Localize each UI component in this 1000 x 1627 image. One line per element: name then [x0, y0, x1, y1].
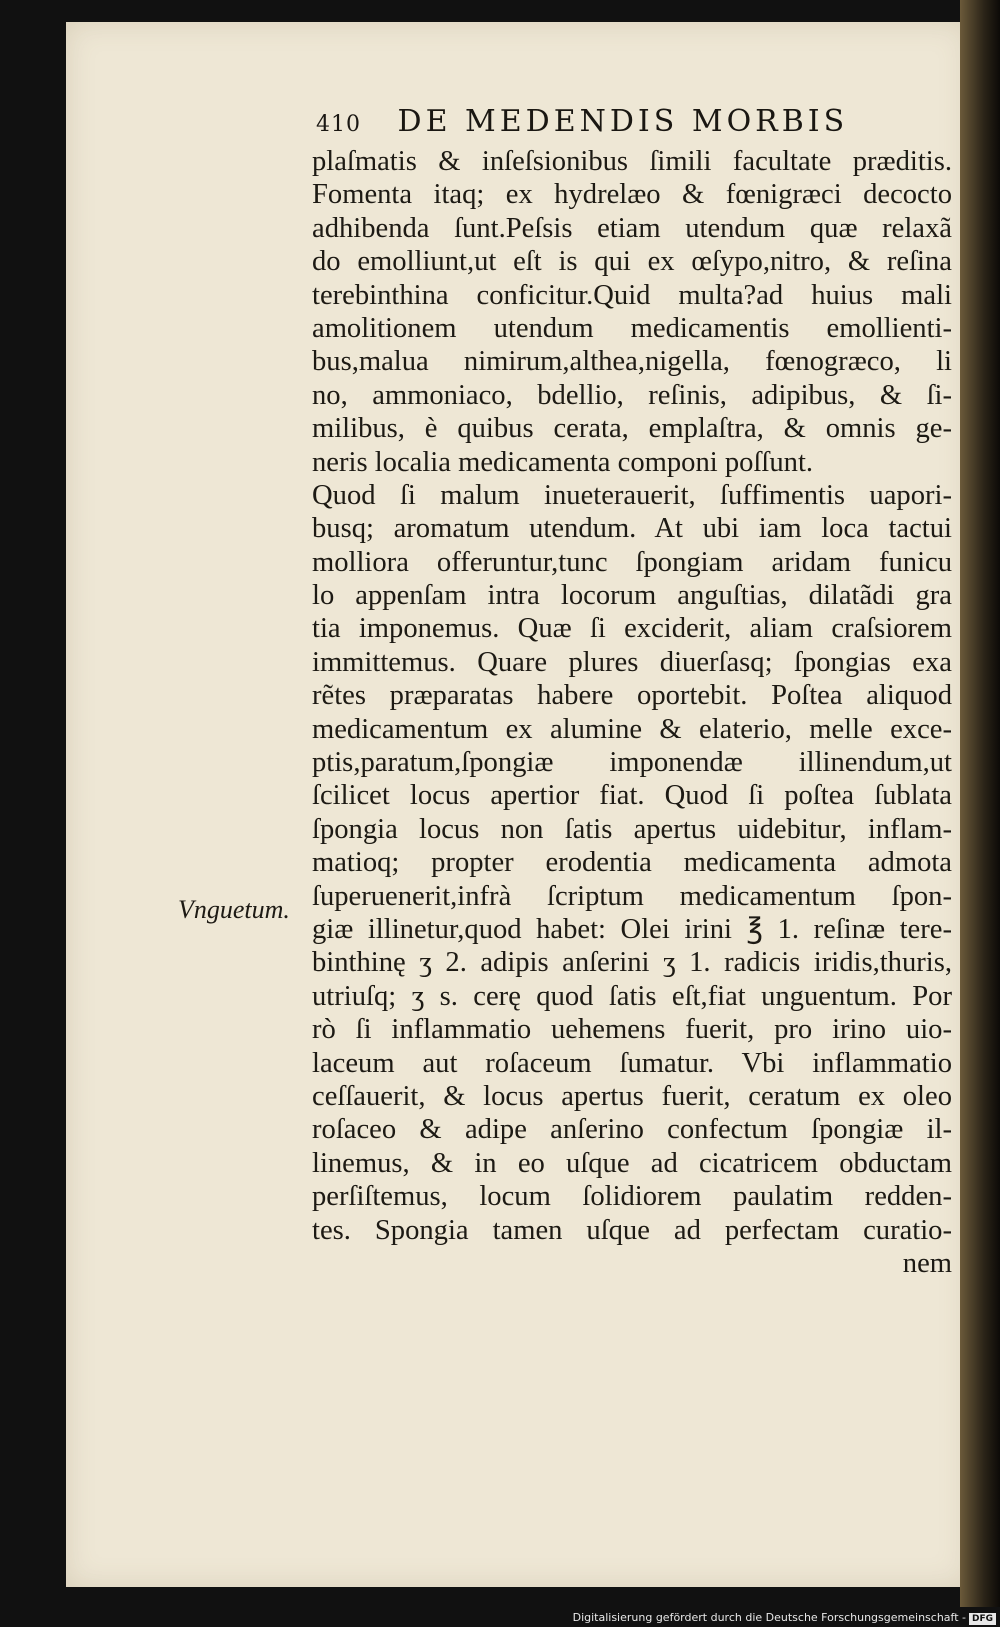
text-line: ceſſauerit, & locus apertus fuerit, ceratum ex oleo — [312, 1080, 952, 1112]
text-line: binthinę ʒ 2. adipis anſerini ʒ 1. radicis iridis,thuris, — [312, 947, 952, 979]
text-line: perſiſtemus, locum ſolidiorem paulatim redden- — [312, 1181, 952, 1213]
dfg-logo: DFG — [969, 1613, 996, 1625]
text-line: utriuſq; ʒ s. cerę quod ſatis eſt,fiat unguentum. Por — [312, 980, 952, 1012]
text-line: ptis,paratum,ſpongiæ imponendæ illinendum,ut — [312, 747, 952, 779]
text-line: busq; aromatum utendum. At ubi iam loca tactui — [312, 513, 952, 545]
catchword: nem — [902, 1247, 952, 1279]
text-line: linemus, & in eo uſque ad cicatricem obductam — [312, 1147, 952, 1179]
text-line: neris localia medicamenta componi poſſunt. — [312, 446, 814, 478]
text-line: rò ſi inflammatio uehemens fuerit, pro irino uio- — [312, 1014, 952, 1046]
text-line: milibus, è quibus cerata, emplaſtra, & omnis ge- — [312, 413, 952, 445]
text-line: giæ illinetur,quod habet: Olei irini ℥ 1. reſinæ tere- — [312, 913, 952, 945]
text-line: adhibenda ſunt.Peſsis etiam utendum quæ relaxã — [312, 212, 952, 244]
text-line: roſaceo & adipe anſerino confectum ſpongiæ il- — [312, 1114, 952, 1146]
digitization-credit — [573, 1609, 996, 1627]
page-number: 410 — [316, 112, 361, 137]
running-title: DE MEDENDIS MORBIS — [397, 104, 849, 139]
text-line: Quod ſi malum inueterauerit, ſuffimentis uapori- — [312, 479, 952, 511]
text-line: molliora offeruntur,tunc ſpongiam aridam funicu — [312, 546, 952, 578]
text-line: laceum aut roſaceum ſumatur. Vbi inflammatio — [312, 1047, 952, 1079]
text-line: matioq; propter erodentia medicamenta admota — [312, 847, 952, 879]
text-line: no, ammoniaco, bdellio, reſinis, adipibus, & ſi- — [312, 379, 952, 411]
text-line: ſcilicet locus apertior fiat. Quod ſi poſtea ſublata — [312, 780, 952, 812]
text-line: ſuperuenerit,infrà ſcriptum medicamentum ſpon- — [312, 880, 952, 912]
text-line: tes. Spongia tamen uſque ad perfectam curatio- — [312, 1214, 952, 1246]
page-edge-shadow — [960, 0, 1000, 1607]
text-line: tia imponemus. Quæ ſi exciderit, aliam craſsiorem — [312, 613, 952, 645]
text-line: amolitionem utendum medicamentis emollienti- — [312, 312, 952, 344]
text-line: lo appenſam intra locorum anguſtias, dilatãdi gra — [312, 580, 952, 612]
text-line: ſpongia locus non ſatis apertus uidebitur, inflam- — [312, 813, 952, 845]
text-line: do emolliunt,ut eſt is qui ex œſypo,nitro, & reſina — [312, 246, 952, 278]
body-text — [312, 145, 952, 1280]
running-header — [316, 104, 848, 139]
text-line: plaſmatis & inſeſsionibus ſimili facultate præditis. — [312, 146, 952, 177]
text-line: terebinthina conficitur.Quid multa?ad huius mali — [312, 279, 952, 311]
text-line: immittemus. Quare plures diuerſasq; ſpongias exa — [312, 646, 952, 678]
text-line: Fomenta itaq; ex hydrelæo & fœnigræci decocto — [312, 179, 952, 211]
text-line: medicamentum ex alumine & elaterio, melle exce- — [312, 713, 952, 745]
text-line: rẽtes præparatas habere oportebit. Poſtea aliquod — [312, 680, 952, 712]
text-line: bus,malua nimirum,althea,nigella, fœnogræco, li — [312, 346, 952, 378]
credit-text: Digitalisierung gefördert durch die Deutsche Forschungsgemeinschaft - — [572, 1611, 966, 1624]
marginal-note: Vnguetum. — [178, 895, 290, 924]
